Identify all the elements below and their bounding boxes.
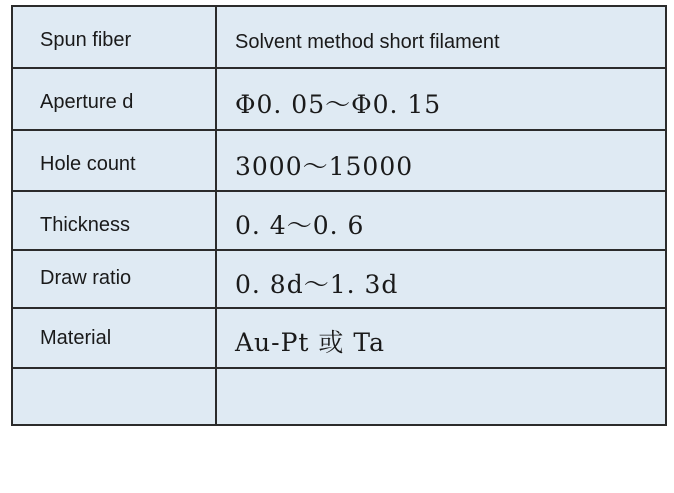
row-label: Hole count xyxy=(40,153,136,175)
table-row xyxy=(13,251,665,309)
row-label: Material xyxy=(40,327,112,349)
row-value: 3000～15000 xyxy=(235,152,414,181)
row-label: Spun fiber xyxy=(40,29,132,51)
row-label: Draw ratio xyxy=(40,267,132,289)
table-row xyxy=(13,369,665,424)
table-row xyxy=(13,7,665,69)
table-row xyxy=(13,192,665,251)
row-value: Solvent method short filament xyxy=(235,31,500,53)
row-value: 0. 4～0. 6 xyxy=(235,211,365,240)
row-label: Aperture d xyxy=(40,91,134,113)
row-value: 0. 8d～1. 3d xyxy=(235,270,399,299)
spec-table xyxy=(11,5,667,426)
row-value: Φ0. 05～Φ0. 15 xyxy=(235,90,442,119)
table-row xyxy=(13,69,665,131)
row-value: Au-Pt 或 Ta xyxy=(235,328,386,357)
table-row xyxy=(13,309,665,369)
row-label: Thickness xyxy=(40,214,131,236)
table-row xyxy=(13,131,665,192)
